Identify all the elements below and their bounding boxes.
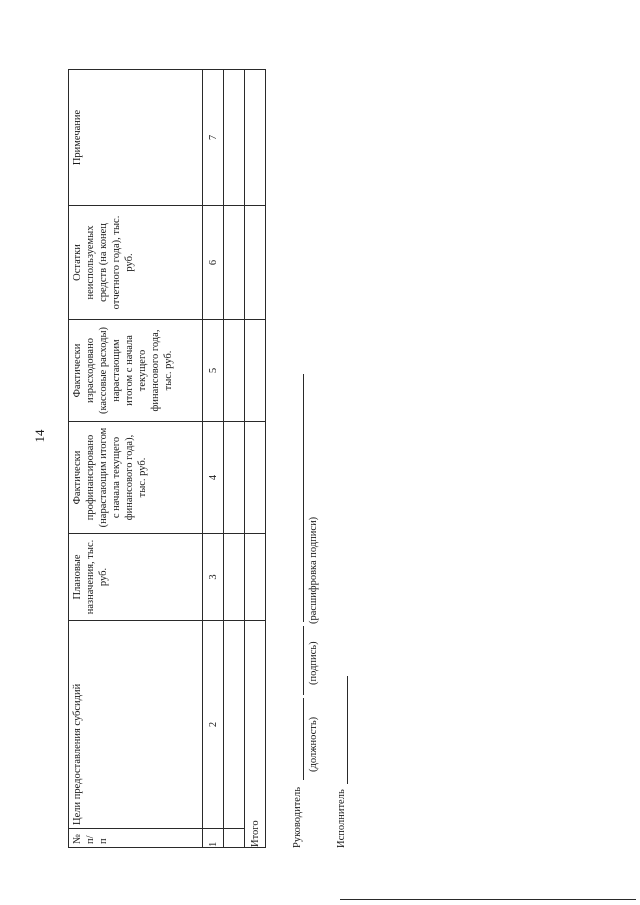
bottom-rule — [340, 899, 636, 900]
signature-caption: (подпись) — [308, 641, 319, 685]
column-number: 4 — [203, 422, 224, 534]
column-number: 5 — [203, 320, 224, 422]
decoding-caption: (расшифровка подписи) — [308, 516, 319, 624]
subsidy-report-table — [68, 69, 266, 848]
header-planned: Плановые назначения, тыс. руб. — [69, 534, 203, 621]
total-row — [245, 70, 266, 848]
column-number: 7 — [203, 70, 224, 206]
column-number: 6 — [203, 206, 224, 320]
position-caption: (должность) — [308, 716, 319, 772]
header-note: Примечание — [69, 70, 203, 206]
signature-line — [303, 626, 304, 695]
header-financed: Фактически профинансировано (нарастающим итогом с начала текущего финансового года), тыс. руб. — [69, 422, 203, 534]
head-label: Руководитель — [292, 787, 303, 848]
position-line — [303, 698, 304, 780]
column-number-row — [203, 70, 224, 848]
column-number: 3 — [203, 534, 224, 621]
decoding-line — [303, 374, 304, 622]
header-number: № п/п — [69, 829, 203, 848]
executor-label: Исполнитель — [336, 789, 347, 848]
page-number: 14 — [32, 429, 47, 443]
column-number: 1 — [203, 829, 224, 848]
header-spent: Фактически израсходовано (кассовые расходы) нарастающим итогом с начала текущего финансового года, тыс. руб. — [69, 320, 203, 422]
header-subsidy-goals: Цели предоставления субсидий — [69, 621, 203, 829]
table-header-row — [69, 70, 203, 848]
total-label: Итого — [245, 621, 266, 848]
empty-row — [224, 70, 245, 848]
header-remains: Остатки неиспользуемых средств (на конец отчетного года), тыс. руб. — [69, 206, 203, 320]
column-number: 2 — [203, 621, 224, 829]
executor-line — [347, 676, 348, 784]
rotated-page-content — [58, 58, 358, 848]
